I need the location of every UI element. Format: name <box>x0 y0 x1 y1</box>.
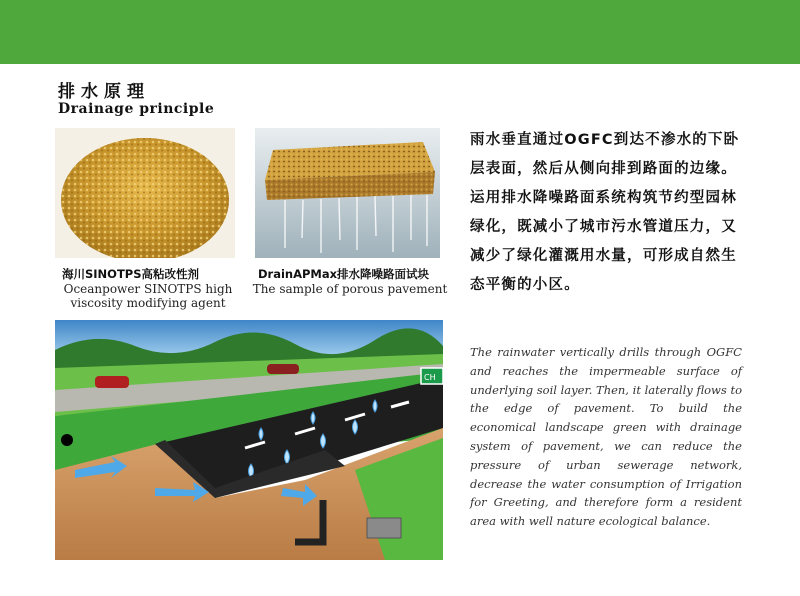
modifier-granules-photo <box>55 128 235 258</box>
drainage-diagram <box>55 320 443 560</box>
section-title-zh: 排水原理 <box>58 82 150 102</box>
road-sign-text: CH <box>424 373 436 382</box>
modifier-caption-en: Oceanpower SINOTPS high viscosity modifying agent <box>63 282 233 310</box>
header-bar <box>0 0 800 64</box>
porous-pavement-photo <box>255 128 440 258</box>
pavement-sample-illustration <box>255 128 440 258</box>
marker-dot <box>61 434 73 446</box>
description-en: The rainwater vertically drills through OGFC and reaches the impermeable surface of underlying soil layer. Then, it laterally flows to the edge of pavement. To build the economical landscape green with drainage system of pavement, we can reduce the pressure of urban sewerage network, decrease the water consumption of Irrigation for Greeting, and therefore form a resident area with well nature ecological balance. <box>470 345 742 529</box>
drain-grate <box>367 518 401 538</box>
modifier-caption-zh: 海川SINOTPS高粘改性剂 <box>62 267 200 281</box>
section-title-en: Drainage principle <box>58 101 215 117</box>
pavement-caption-en: The sample of porous pavement <box>252 282 448 296</box>
red-car <box>95 376 129 388</box>
dark-car <box>267 364 299 374</box>
pavement-caption-zh: DrainAPMax排水降噪路面试块 <box>258 267 430 281</box>
drainage-cross-section <box>55 320 443 560</box>
granules-illustration <box>55 128 235 258</box>
description-zh: 雨水垂直通过OGFC到达不渗水的下卧层表面，然后从侧向排到路面的边缘。运用排水降噪路面系统构筑节约型园林绿化，既减小了城市污水管道压力，又减少了绿化灌溉用水量，可形成自然生态平衡的小区。 <box>470 132 740 293</box>
